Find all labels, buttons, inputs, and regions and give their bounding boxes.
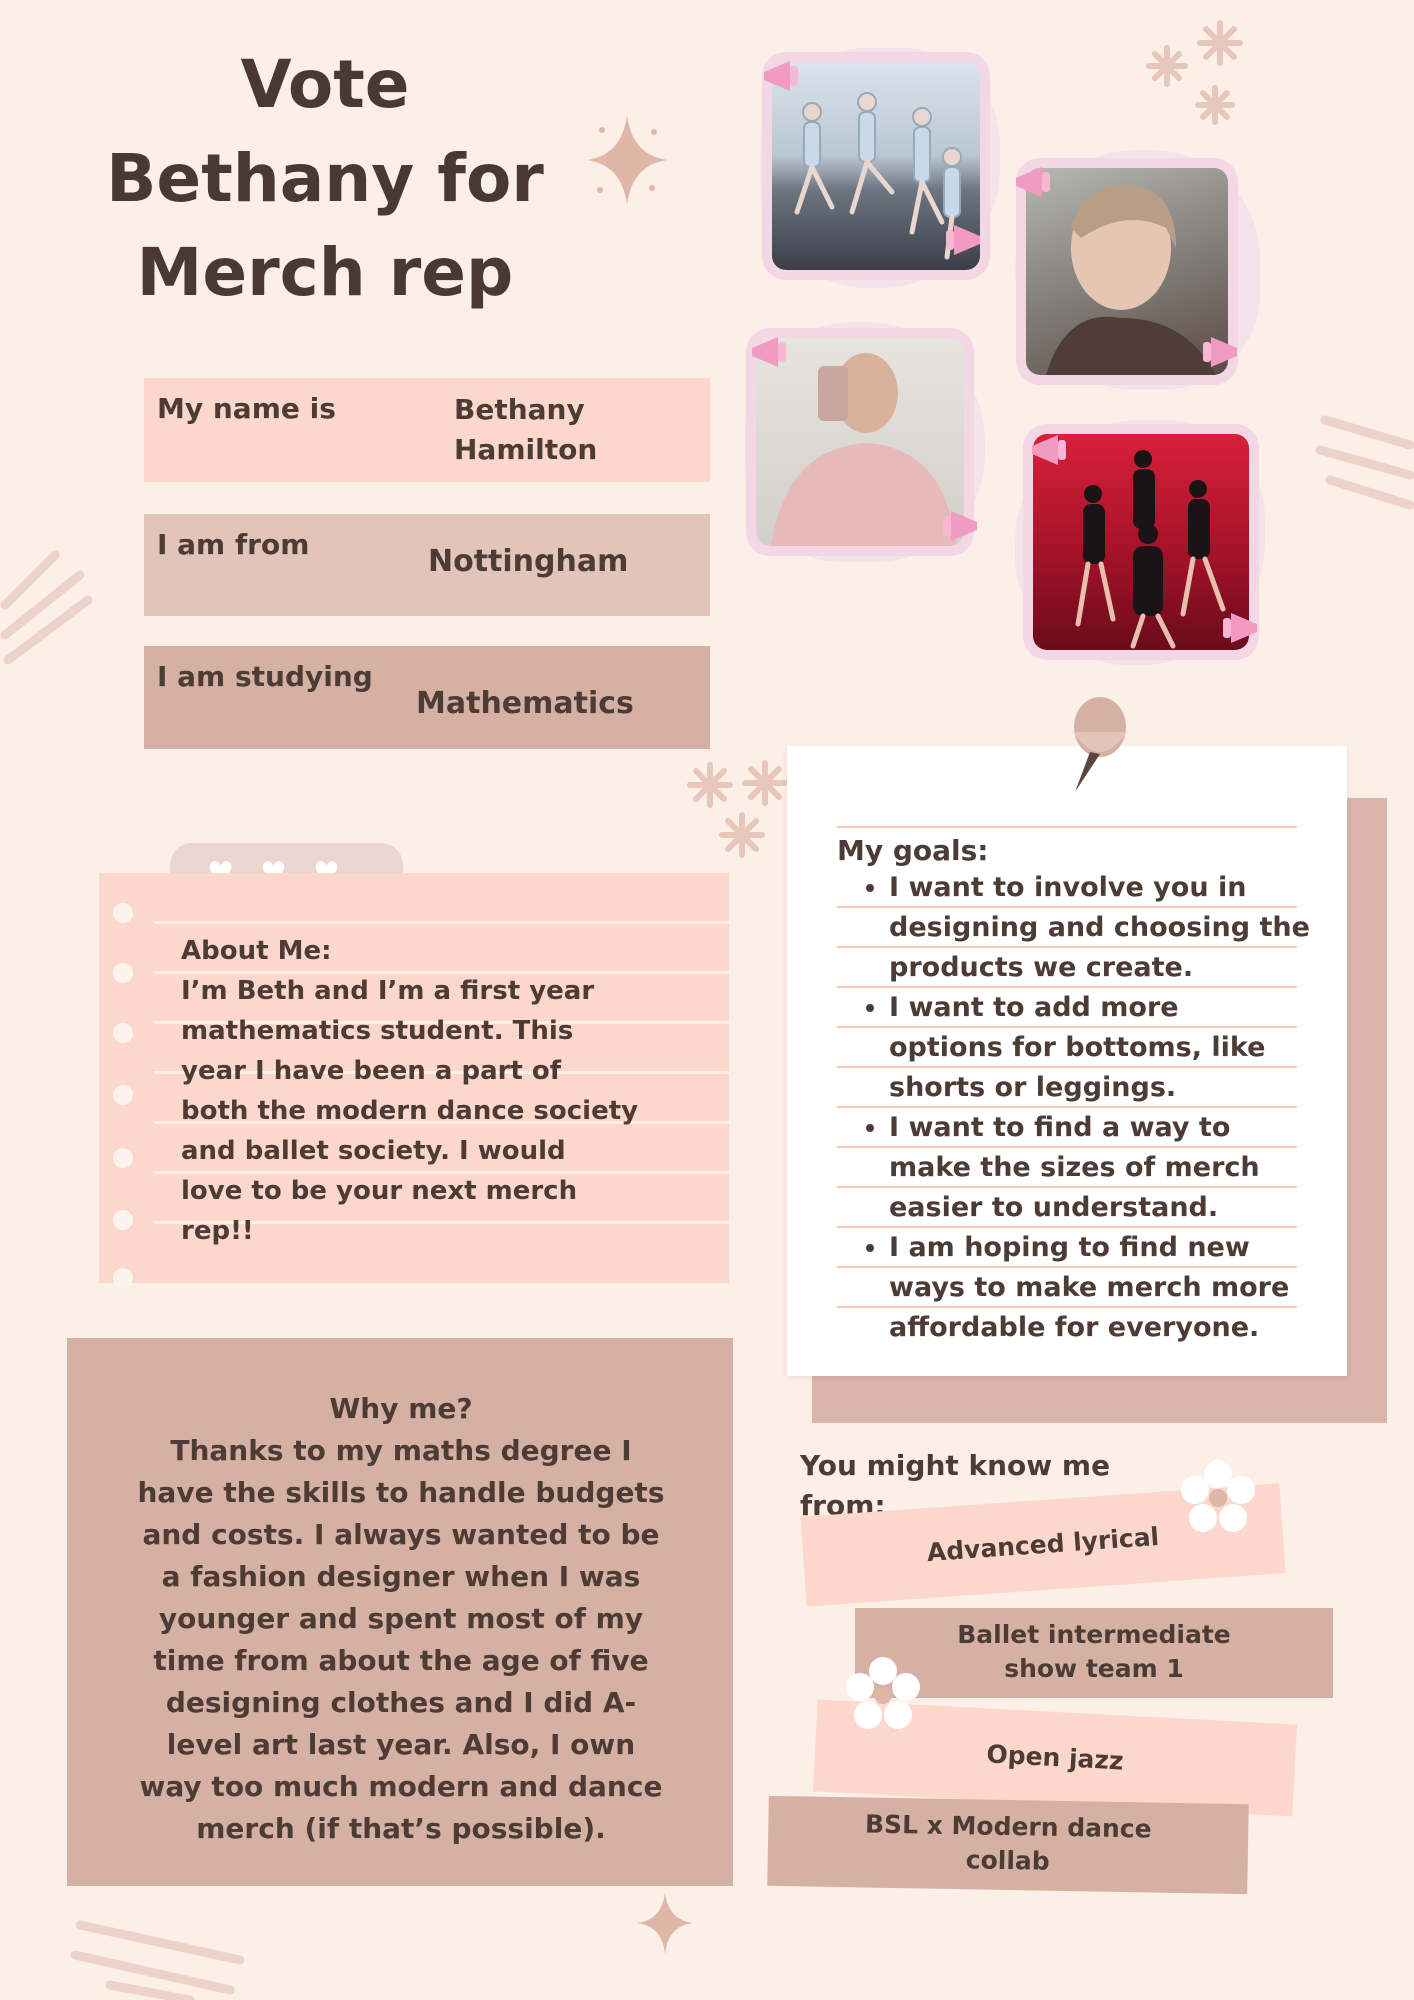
page-title	[90, 38, 560, 320]
about-heading: About Me:	[181, 936, 332, 966]
pushpin-icon	[1055, 692, 1135, 797]
about-line: both the modern dance society	[181, 1096, 639, 1126]
why-heading: Why me?	[329, 1392, 473, 1425]
know-me-heading: You might know me from:	[800, 1449, 1111, 1522]
about-line: and ballet society. I would	[181, 1136, 566, 1166]
sparkle-icon	[633, 1888, 698, 1958]
megaphone-icon	[748, 334, 794, 370]
why-line: younger and spent most of my	[158, 1602, 644, 1635]
goals-card	[787, 746, 1347, 1376]
megaphone-icon	[760, 58, 806, 94]
goal-item: • I want to involve you in designing and choosing the products we create.	[889, 868, 1379, 988]
from-label: I am from	[157, 528, 310, 561]
name-value: Bethany Hamilton	[454, 393, 598, 466]
megaphone-icon	[1195, 334, 1241, 370]
why-me-card	[67, 1338, 733, 1886]
group-strip: Ballet intermediate show team 1	[855, 1608, 1333, 1698]
why-me-text	[95, 1388, 707, 1850]
title-line: Bethany for	[106, 140, 544, 217]
flower-icon	[1178, 1458, 1258, 1538]
study-label: I am studying	[157, 660, 373, 693]
megaphone-icon	[1028, 432, 1074, 468]
why-line: and costs. I always wanted to be	[142, 1518, 660, 1551]
name-bar	[144, 378, 710, 482]
why-line: merch (if that’s possible).	[196, 1812, 606, 1845]
scribble-icon	[1315, 405, 1414, 515]
title-line: Vote	[240, 46, 410, 123]
why-line: a fashion designer when I was	[161, 1560, 641, 1593]
goal-item: • I want to add more options for bottoms, like shorts or leggings.	[889, 988, 1379, 1108]
name-label: My name is	[157, 392, 336, 425]
asterisk-cluster-icon	[1135, 18, 1255, 128]
megaphone-icon	[935, 508, 981, 544]
goals-heading: My goals:	[837, 834, 989, 867]
why-line: Thanks to my maths degree I	[170, 1434, 632, 1467]
why-line: way too much modern and dance	[139, 1770, 663, 1803]
why-line: have the skills to handle budgets	[137, 1476, 665, 1509]
megaphone-icon	[1215, 610, 1261, 646]
sparkle-icon	[582, 110, 672, 210]
scribble-icon	[70, 1915, 250, 2000]
flower-icon	[843, 1655, 923, 1735]
about-me-text	[181, 931, 681, 1251]
about-line: mathematics student. This	[181, 1016, 574, 1046]
title-line: Merch rep	[136, 234, 514, 311]
group-strip: Open jazz	[813, 1700, 1297, 1817]
group-strip: Advanced lyrical	[800, 1483, 1285, 1606]
about-line: rep!!	[181, 1216, 254, 1246]
why-line: time from about the age of five	[153, 1644, 649, 1677]
megaphone-icon	[1012, 164, 1058, 200]
group-strip: BSL x Modern dance collab	[767, 1796, 1248, 1894]
goal-item: • I am hoping to find new ways to make merch more affordable for everyone.	[889, 1228, 1379, 1348]
about-line: year I have been a part of	[181, 1056, 562, 1086]
from-value: Nottingham	[428, 544, 629, 579]
goals-list	[837, 868, 1379, 1348]
asterisk-cluster-icon	[680, 755, 795, 865]
study-bar	[144, 646, 710, 749]
scribble-icon	[0, 545, 95, 675]
study-value: Mathematics	[416, 686, 634, 721]
about-line: love to be your next merch	[181, 1176, 578, 1206]
why-line: designing clothes and I did A-	[165, 1686, 637, 1719]
why-line: level art last year. Also, I own	[166, 1728, 636, 1761]
about-me-card	[99, 873, 729, 1283]
from-bar	[144, 514, 710, 616]
goal-item: • I want to find a way to make the sizes of merch easier to understand.	[889, 1108, 1379, 1228]
megaphone-icon	[938, 222, 984, 258]
about-line: I’m Beth and I’m a first year	[181, 976, 595, 1006]
